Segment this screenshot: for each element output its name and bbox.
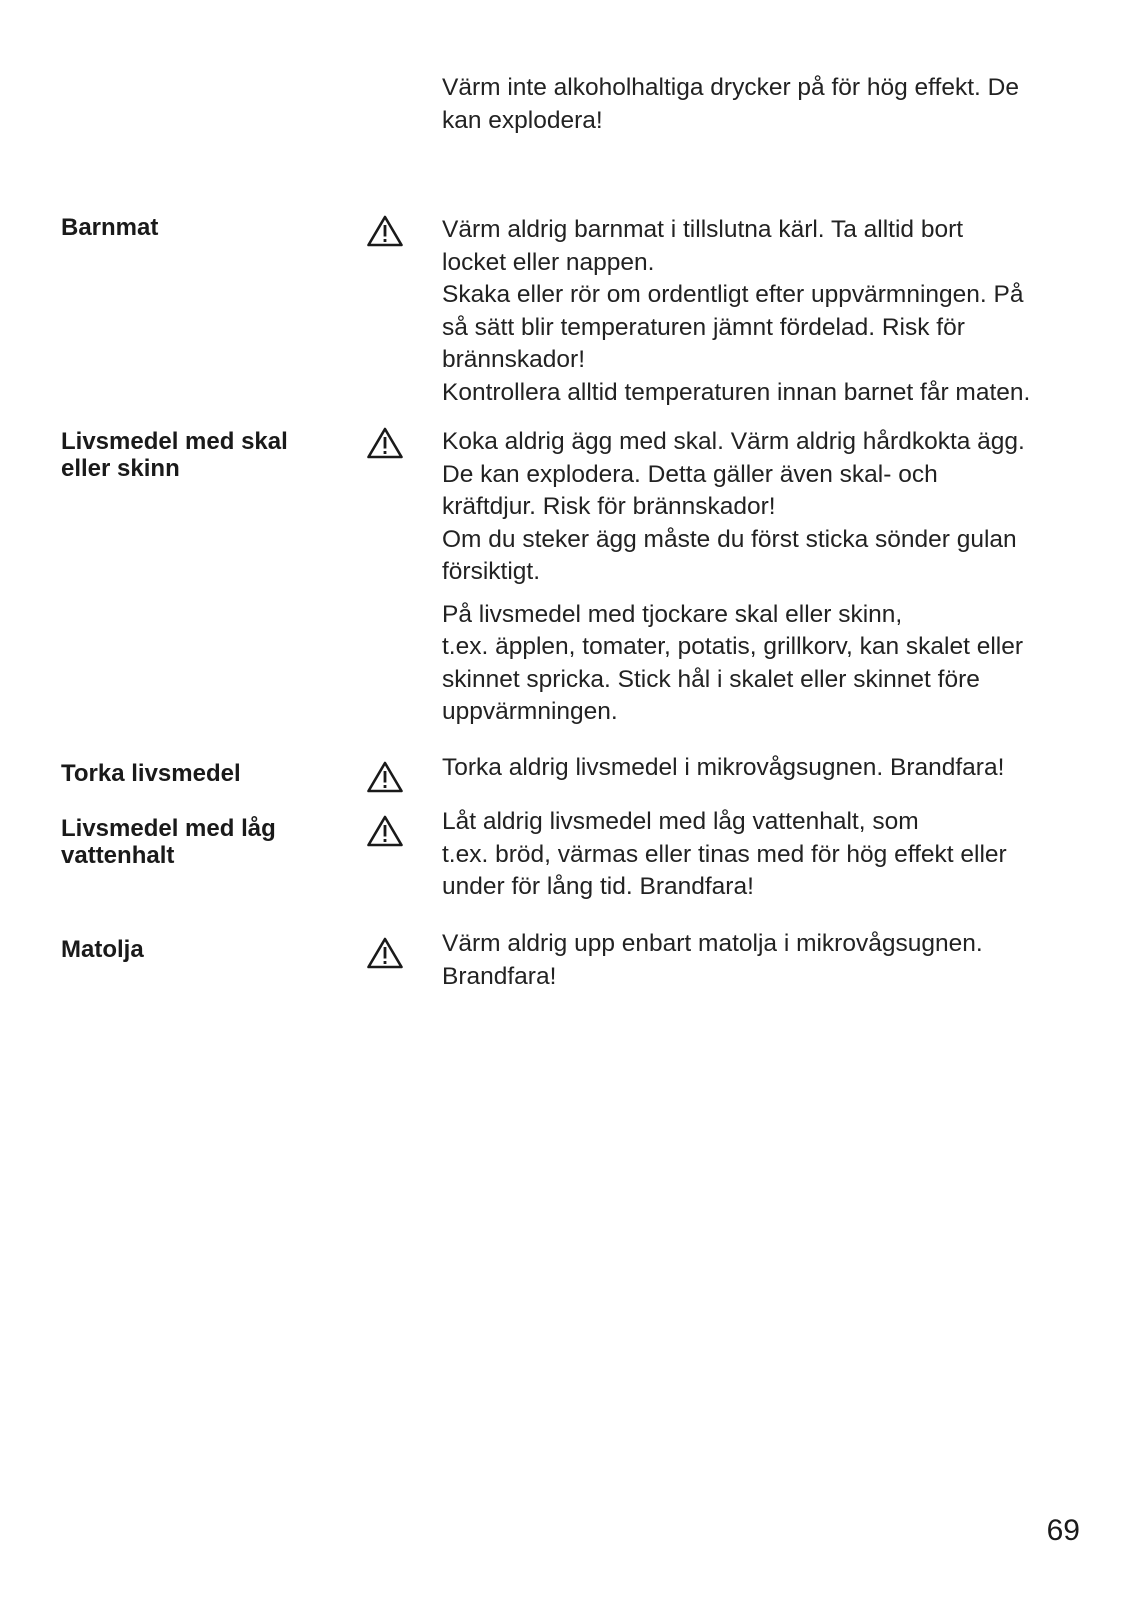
body-line: skinnet spricka. Stick hål i skalet eller skinnet före — [442, 665, 980, 693]
body-line: Värm aldrig upp enbart matolja i mikrovågsugnen. — [442, 930, 983, 957]
term-line: Barnmat — [61, 214, 159, 241]
body-line: t.ex. bröd, värmas eller tinas med för hög effekt eller — [442, 840, 1007, 868]
paragraph-gap — [442, 589, 1082, 599]
term-line: eller skinn — [61, 455, 180, 482]
body-line: brännskador! — [442, 346, 586, 373]
body-line: kräftdjur. Risk för brännskador! — [442, 493, 776, 520]
body-line: På livsmedel med tjockare skal eller skinn, — [442, 600, 903, 628]
body-line: Låt aldrig livsmedel med låg vattenhalt, som — [442, 808, 919, 835]
body-line: Kontrollera alltid temperaturen innan barnet får maten. — [442, 378, 1031, 406]
warning-triangle-icon — [366, 760, 406, 796]
intro-line: kan explodera! — [442, 106, 603, 134]
body-line: Värm aldrig barnmat i tillslutna kärl. Ta alltid bort — [442, 216, 964, 243]
warning-triangle-icon — [366, 426, 406, 462]
page-number: 69 — [1046, 1514, 1080, 1547]
section-term — [61, 815, 341, 869]
intro-warning-text — [442, 72, 1082, 137]
body-line: Torka aldrig livsmedel i mikrovågsugnen. Brandfara! — [442, 754, 1005, 781]
section-term — [61, 760, 341, 787]
term-line: Torka livsmedel — [61, 760, 241, 787]
body-line: så sätt blir temperaturen jämnt fördelad. Risk för — [442, 313, 965, 341]
section-term — [61, 428, 341, 482]
body-line: uppvärmningen. — [442, 698, 618, 725]
section-body — [442, 928, 1082, 993]
body-line: De kan explodera. Detta gäller även skal- och — [442, 460, 938, 488]
section-body — [442, 752, 1082, 785]
body-line: t.ex. äpplen, tomater, potatis, grillkorv, kan skalet eller — [442, 633, 1024, 660]
body-line: Brandfara! — [442, 962, 557, 990]
term-line: vattenhalt — [61, 842, 175, 869]
warning-triangle-icon — [366, 936, 406, 972]
warning-triangle-icon — [366, 214, 406, 250]
body-line: locket eller nappen. — [442, 248, 655, 276]
body-line: Skaka eller rör om ordentligt efter uppvärmningen. På — [442, 281, 1024, 308]
body-line: Om du steker ägg måste du först sticka sönder gulan — [442, 525, 1017, 553]
intro-line: Värm inte alkoholhaltiga drycker på för hög effekt. De — [442, 74, 1019, 101]
section-body — [442, 426, 1082, 729]
term-line: Livsmedel med låg — [61, 815, 276, 842]
section-term — [61, 936, 341, 963]
body-line: försiktigt. — [442, 558, 541, 585]
body-line: Koka aldrig ägg med skal. Värm aldrig hårdkokta ägg. — [442, 428, 1025, 455]
warning-triangle-icon — [366, 814, 406, 850]
section-body — [442, 806, 1082, 904]
section-term — [61, 214, 341, 241]
section-body — [442, 214, 1082, 409]
body-line: under för lång tid. Brandfara! — [442, 873, 754, 900]
term-line: Livsmedel med skal — [61, 428, 288, 455]
term-line: Matolja — [61, 936, 144, 963]
